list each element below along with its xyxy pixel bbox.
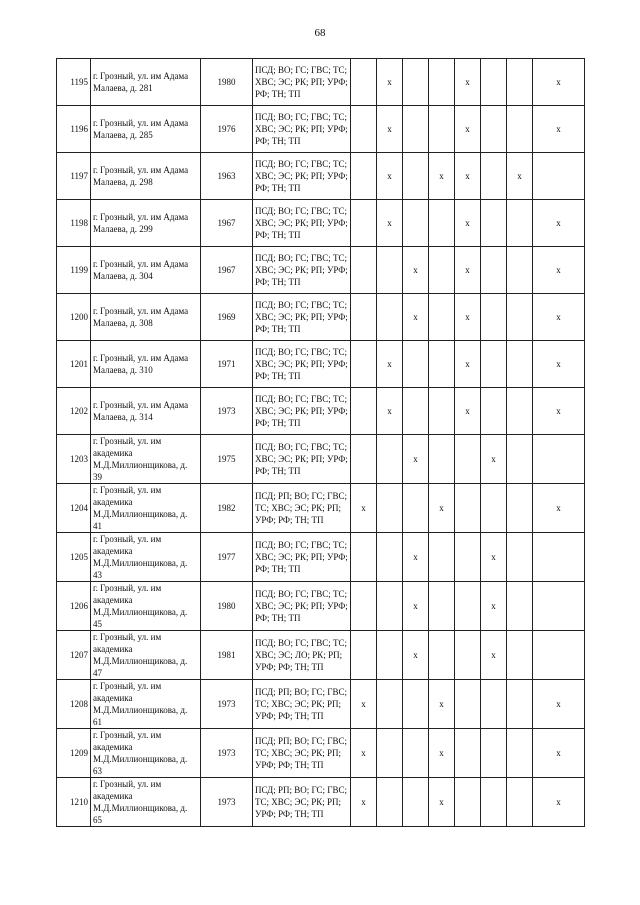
year-built-cell: 1973	[201, 778, 253, 827]
row-number-cell: 1210	[57, 778, 91, 827]
systems-list-cell: ПСД; ВО; ГС; ГВС; ТС; ХВС; ЭС; РК; РП; УРФ; РФ; ТН; ТП	[253, 59, 351, 106]
mark-cell-2: х	[377, 200, 403, 247]
mark-cell-8: х	[533, 388, 585, 435]
mark-cell-2: х	[377, 106, 403, 153]
table-row	[57, 106, 585, 153]
mark-cell-1: х	[351, 778, 377, 827]
mark-cell-3: х	[403, 435, 429, 484]
address-cell: г. Грозный, ул. им Адама Малаева, д. 299	[91, 200, 201, 247]
systems-list-cell: ПСД; ВО; ГС; ГВС; ТС; ХВС; ЭС; РК; РП; УРФ; РФ; ТН; ТП	[253, 106, 351, 153]
mark-cell-8: х	[533, 294, 585, 341]
mark-cell-6	[481, 59, 507, 106]
address-cell: г. Грозный, ул. им Адама Малаева, д. 304	[91, 247, 201, 294]
mark-cell-5: х	[455, 388, 481, 435]
mark-cell-8: х	[533, 778, 585, 827]
systems-list-cell: ПСД; РП; ВО; ГС; ГВС; ТС; ХВС; ЭС; РК; РП; УРФ; РФ; ТН; ТП	[253, 680, 351, 729]
mark-cell-3: х	[403, 247, 429, 294]
mark-cell-7	[507, 200, 533, 247]
row-number-cell: 1208	[57, 680, 91, 729]
mark-cell-7	[507, 631, 533, 680]
table-row	[57, 153, 585, 200]
mark-cell-3	[403, 341, 429, 388]
mark-cell-8: х	[533, 680, 585, 729]
address-cell: г. Грозный, ул. им академика М.Д.Миллионщикова, д. 45	[91, 582, 201, 631]
row-number-cell: 1203	[57, 435, 91, 484]
systems-list-cell: ПСД; ВО; ГС; ГВС; ТС; ХВС; ЭС; РК; РП; УРФ; РФ; ТН; ТП	[253, 200, 351, 247]
mark-cell-7	[507, 435, 533, 484]
mark-cell-6	[481, 778, 507, 827]
mark-cell-4	[429, 247, 455, 294]
address-cell: г. Грозный, ул. им Адама Малаева, д. 314	[91, 388, 201, 435]
mark-cell-3: х	[403, 631, 429, 680]
mark-cell-5	[455, 484, 481, 533]
mark-cell-8: х	[533, 729, 585, 778]
year-built-cell: 1982	[201, 484, 253, 533]
row-number-cell: 1196	[57, 106, 91, 153]
row-number-cell: 1204	[57, 484, 91, 533]
table-row	[57, 680, 585, 729]
systems-list-cell: ПСД; ВО; ГС; ГВС; ТС; ХВС; ЭС; РК; РП; УРФ; РФ; ТН; ТП	[253, 582, 351, 631]
mark-cell-8: х	[533, 59, 585, 106]
mark-cell-7	[507, 106, 533, 153]
year-built-cell: 1973	[201, 729, 253, 778]
address-cell: г. Грозный, ул. им Адама Малаева, д. 285	[91, 106, 201, 153]
row-number-cell: 1202	[57, 388, 91, 435]
table-row	[57, 484, 585, 533]
year-built-cell: 1981	[201, 631, 253, 680]
systems-list-cell: ПСД; ВО; ГС; ГВС; ТС; ХВС; ЭС; РК; РП; УРФ; РФ; ТН; ТП	[253, 435, 351, 484]
row-number-cell: 1207	[57, 631, 91, 680]
mark-cell-6: х	[481, 435, 507, 484]
row-number-cell: 1200	[57, 294, 91, 341]
mark-cell-5: х	[455, 200, 481, 247]
address-cell: г. Грозный, ул. им академика М.Д.Миллионщикова, д. 47	[91, 631, 201, 680]
table-row	[57, 247, 585, 294]
mark-cell-2	[377, 294, 403, 341]
mark-cell-1	[351, 582, 377, 631]
mark-cell-4	[429, 388, 455, 435]
mark-cell-1	[351, 106, 377, 153]
systems-list-cell: ПСД; ВО; ГС; ГВС; ТС; ХВС; ЭС; РК; РП; УРФ; РФ; ТН; ТП	[253, 388, 351, 435]
systems-list-cell: ПСД; РП; ВО; ГС; ГВС; ТС; ХВС; ЭС; РК; РП; УРФ; РФ; ТН; ТП	[253, 778, 351, 827]
row-number-cell: 1201	[57, 341, 91, 388]
table-row	[57, 631, 585, 680]
mark-cell-3	[403, 106, 429, 153]
mark-cell-3	[403, 778, 429, 827]
mark-cell-6	[481, 680, 507, 729]
mark-cell-5	[455, 435, 481, 484]
mark-cell-3	[403, 484, 429, 533]
year-built-cell: 1980	[201, 582, 253, 631]
mark-cell-1	[351, 247, 377, 294]
mark-cell-7	[507, 680, 533, 729]
mark-cell-2: х	[377, 59, 403, 106]
systems-list-cell: ПСД; РП; ВО; ГС; ГВС; ТС; ХВС; ЭС; РК; РП; УРФ; РФ; ТН; ТП	[253, 484, 351, 533]
mark-cell-5: х	[455, 341, 481, 388]
row-number-cell: 1209	[57, 729, 91, 778]
mark-cell-5	[455, 778, 481, 827]
systems-list-cell: ПСД; ВО; ГС; ГВС; ТС; ХВС; ЭС; РК; РП; УРФ; РФ; ТН; ТП	[253, 153, 351, 200]
table-row	[57, 435, 585, 484]
mark-cell-1	[351, 533, 377, 582]
row-number-cell: 1197	[57, 153, 91, 200]
mark-cell-6	[481, 153, 507, 200]
mark-cell-8	[533, 435, 585, 484]
systems-list-cell: ПСД; ВО; ГС; ГВС; ТС; ХВС; ЭС; РК; РП; УРФ; РФ; ТН; ТП	[253, 533, 351, 582]
row-number-cell: 1199	[57, 247, 91, 294]
mark-cell-5: х	[455, 106, 481, 153]
mark-cell-8: х	[533, 341, 585, 388]
mark-cell-4: х	[429, 484, 455, 533]
year-built-cell: 1963	[201, 153, 253, 200]
mark-cell-7	[507, 533, 533, 582]
systems-list-cell: ПСД; ВО; ГС; ГВС; ТС; ХВС; ЭС; РК; РП; УРФ; РФ; ТН; ТП	[253, 341, 351, 388]
mark-cell-1	[351, 59, 377, 106]
mark-cell-2: х	[377, 388, 403, 435]
table-row	[57, 729, 585, 778]
mark-cell-7	[507, 59, 533, 106]
mark-cell-6	[481, 388, 507, 435]
mark-cell-6	[481, 729, 507, 778]
systems-list-cell: ПСД; ВО; ГС; ГВС; ТС; ХВС; ЭС; ЛО; РК; РП; УРФ; РФ; ТН; ТП	[253, 631, 351, 680]
mark-cell-3: х	[403, 533, 429, 582]
systems-list-cell: ПСД; ВО; ГС; ГВС; ТС; ХВС; ЭС; РК; РП; УРФ; РФ; ТН; ТП	[253, 294, 351, 341]
table-row	[57, 294, 585, 341]
mark-cell-1	[351, 153, 377, 200]
building-registry-table	[56, 58, 585, 827]
table-row	[57, 778, 585, 827]
mark-cell-2	[377, 582, 403, 631]
address-cell: г. Грозный, ул. им академика М.Д.Миллионщикова, д. 61	[91, 680, 201, 729]
mark-cell-6	[481, 106, 507, 153]
mark-cell-3	[403, 729, 429, 778]
year-built-cell: 1971	[201, 341, 253, 388]
mark-cell-2	[377, 435, 403, 484]
row-number-cell: 1195	[57, 59, 91, 106]
address-cell: г. Грозный, ул. им академика М.Д.Миллионщикова, д. 63	[91, 729, 201, 778]
mark-cell-2	[377, 680, 403, 729]
year-built-cell: 1967	[201, 200, 253, 247]
mark-cell-5: х	[455, 153, 481, 200]
address-cell: г. Грозный, ул. им академика М.Д.Миллионщикова, д. 39	[91, 435, 201, 484]
mark-cell-4	[429, 106, 455, 153]
mark-cell-6: х	[481, 582, 507, 631]
mark-cell-4	[429, 533, 455, 582]
mark-cell-4: х	[429, 680, 455, 729]
row-number-cell: 1206	[57, 582, 91, 631]
mark-cell-1	[351, 200, 377, 247]
mark-cell-4: х	[429, 729, 455, 778]
mark-cell-8: х	[533, 247, 585, 294]
mark-cell-7	[507, 778, 533, 827]
mark-cell-2	[377, 631, 403, 680]
address-cell: г. Грозный, ул. им академика М.Д.Миллионщикова, д. 41	[91, 484, 201, 533]
year-built-cell: 1973	[201, 388, 253, 435]
mark-cell-1: х	[351, 729, 377, 778]
mark-cell-1	[351, 435, 377, 484]
mark-cell-8	[533, 153, 585, 200]
page-number: 68	[314, 27, 326, 39]
mark-cell-3: х	[403, 294, 429, 341]
mark-cell-8	[533, 533, 585, 582]
address-cell: г. Грозный, ул. им академика М.Д.Миллионщикова, д. 65	[91, 778, 201, 827]
mark-cell-4	[429, 200, 455, 247]
mark-cell-3: х	[403, 582, 429, 631]
mark-cell-6	[481, 200, 507, 247]
mark-cell-5	[455, 631, 481, 680]
mark-cell-4	[429, 59, 455, 106]
mark-cell-4: х	[429, 778, 455, 827]
mark-cell-7: х	[507, 153, 533, 200]
address-cell: г. Грозный, ул. им Адама Малаева, д. 308	[91, 294, 201, 341]
mark-cell-6	[481, 294, 507, 341]
systems-list-cell: ПСД; РП; ВО; ГС; ГВС; ТС; ХВС; ЭС; РК; РП; УРФ; РФ; ТН; ТП	[253, 729, 351, 778]
mark-cell-7	[507, 341, 533, 388]
mark-cell-8: х	[533, 484, 585, 533]
mark-cell-6: х	[481, 533, 507, 582]
mark-cell-7	[507, 247, 533, 294]
address-cell: г. Грозный, ул. им академика М.Д.Миллионщикова, д. 43	[91, 533, 201, 582]
mark-cell-5	[455, 582, 481, 631]
mark-cell-1	[351, 631, 377, 680]
mark-cell-3	[403, 153, 429, 200]
year-built-cell: 1969	[201, 294, 253, 341]
mark-cell-3	[403, 200, 429, 247]
mark-cell-1: х	[351, 680, 377, 729]
mark-cell-2: х	[377, 153, 403, 200]
table-row	[57, 388, 585, 435]
mark-cell-4	[429, 435, 455, 484]
year-built-cell: 1975	[201, 435, 253, 484]
mark-cell-7	[507, 388, 533, 435]
row-number-cell: 1198	[57, 200, 91, 247]
mark-cell-3	[403, 388, 429, 435]
mark-cell-2: х	[377, 341, 403, 388]
systems-list-cell: ПСД; ВО; ГС; ГВС; ТС; ХВС; ЭС; РК; РП; УРФ; РФ; ТН; ТП	[253, 247, 351, 294]
mark-cell-8: х	[533, 106, 585, 153]
mark-cell-5: х	[455, 247, 481, 294]
address-cell: г. Грозный, ул. им Адама Малаева, д. 281	[91, 59, 201, 106]
address-cell: г. Грозный, ул. им Адама Малаева, д. 310	[91, 341, 201, 388]
mark-cell-4	[429, 631, 455, 680]
mark-cell-5	[455, 533, 481, 582]
year-built-cell: 1967	[201, 247, 253, 294]
mark-cell-2	[377, 484, 403, 533]
row-number-cell: 1205	[57, 533, 91, 582]
mark-cell-5	[455, 680, 481, 729]
year-built-cell: 1973	[201, 680, 253, 729]
mark-cell-4	[429, 582, 455, 631]
mark-cell-1	[351, 388, 377, 435]
mark-cell-7	[507, 484, 533, 533]
year-built-cell: 1977	[201, 533, 253, 582]
year-built-cell: 1976	[201, 106, 253, 153]
mark-cell-6	[481, 484, 507, 533]
mark-cell-8: х	[533, 200, 585, 247]
registry-body	[57, 59, 585, 827]
mark-cell-4: х	[429, 153, 455, 200]
table-row	[57, 341, 585, 388]
mark-cell-6: х	[481, 631, 507, 680]
mark-cell-3	[403, 680, 429, 729]
table-row	[57, 200, 585, 247]
address-cell: г. Грозный, ул. им Адама Малаева, д. 298	[91, 153, 201, 200]
mark-cell-1	[351, 341, 377, 388]
mark-cell-7	[507, 294, 533, 341]
mark-cell-6	[481, 341, 507, 388]
mark-cell-2	[377, 533, 403, 582]
year-built-cell: 1980	[201, 59, 253, 106]
mark-cell-1	[351, 294, 377, 341]
mark-cell-5: х	[455, 59, 481, 106]
mark-cell-1: х	[351, 484, 377, 533]
mark-cell-5: х	[455, 294, 481, 341]
mark-cell-6	[481, 247, 507, 294]
mark-cell-5	[455, 729, 481, 778]
mark-cell-2	[377, 247, 403, 294]
mark-cell-2	[377, 778, 403, 827]
table-row	[57, 533, 585, 582]
mark-cell-7	[507, 729, 533, 778]
mark-cell-4	[429, 341, 455, 388]
mark-cell-4	[429, 294, 455, 341]
mark-cell-2	[377, 729, 403, 778]
mark-cell-7	[507, 582, 533, 631]
mark-cell-8	[533, 582, 585, 631]
table-row	[57, 582, 585, 631]
table-row	[57, 59, 585, 106]
mark-cell-8	[533, 631, 585, 680]
mark-cell-3	[403, 59, 429, 106]
